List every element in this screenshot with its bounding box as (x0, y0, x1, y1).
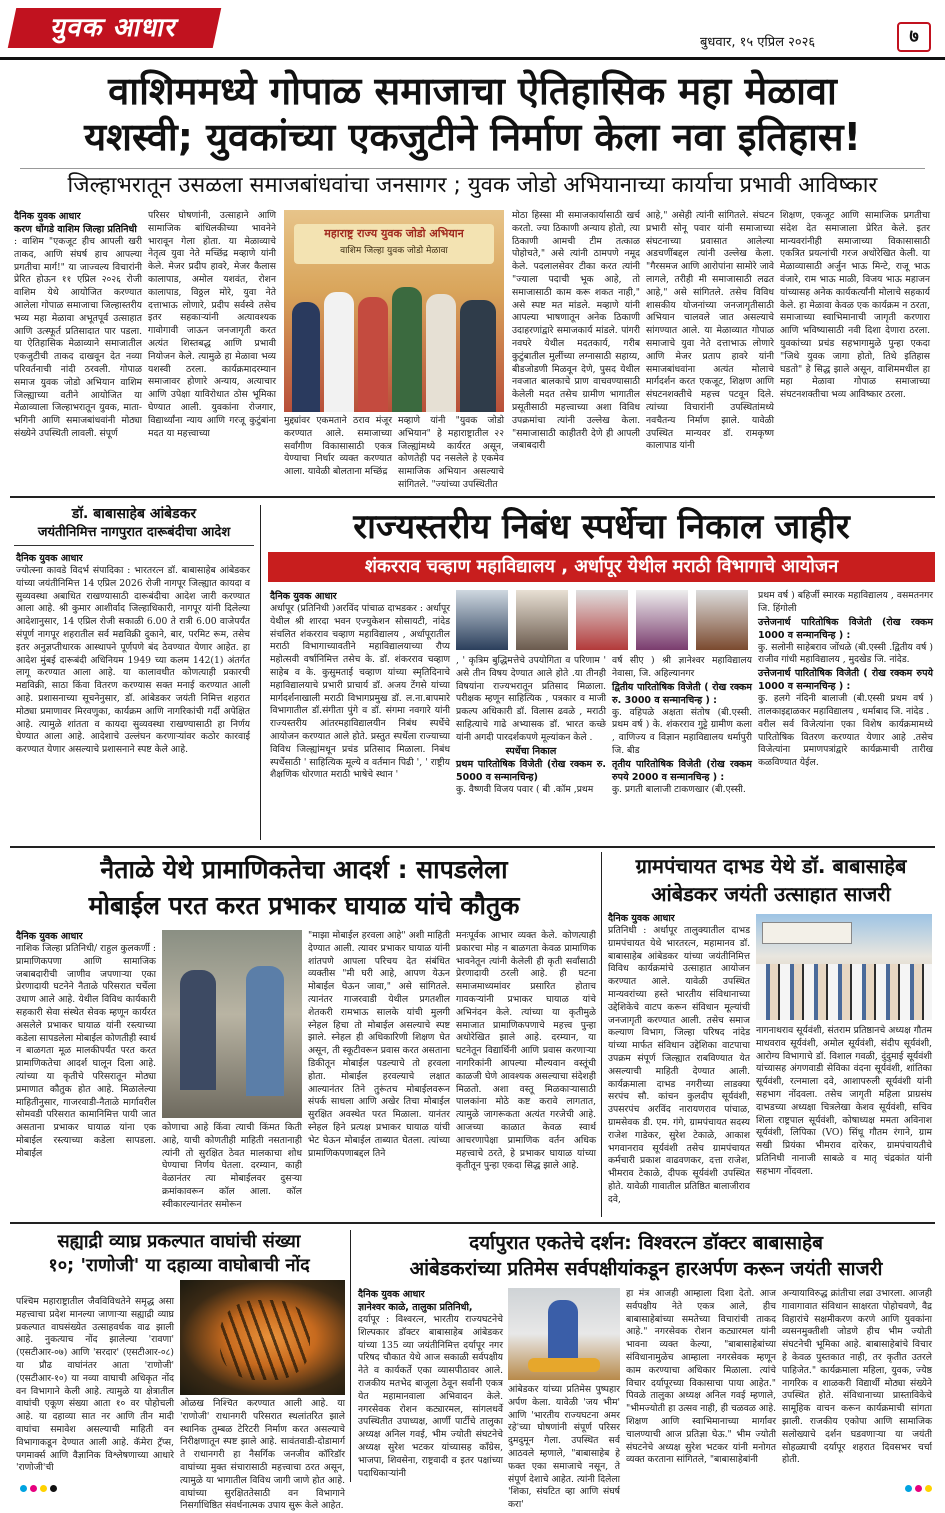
story1-subhead: जिल्हाभरातून उसळला समाजबांधवांचा जनसागर ; युवक जोडो अभियानाच्या कार्याचा प्रभावी आविष्कार (20, 168, 925, 201)
story4-column-4: मनःपूर्वक आभार व्यक्त केले. कोणत्याही प्रकारचा मोह न बाळगता केवळ प्रामाणिक भावनेतून त्यांनी केलेली ही कृती सर्वांसाठी प्रेरणादायी ठरली आहे. ही घटना समाजमाध्यमांवर प्रसारित होताच गावकऱ्यांनी प्रभाकर घायाळ यांचे अभिनंदन केले. त्यांच्या या कृतीमुळे समाजात प्रामाणिकपणाचे महत्त्व पुन्हा अधोरेखित झाले आहे. दरम्यान, या घटनेतून विद्यार्थिनी आणि प्रवास करणाऱ्या नागरिकांनी आपल्या मौल्यवान वस्तूंची काळजी घेणे आवश्यक असल्याचा संदेशही मिळतो. अशा वस्तू मिळकाऱ्यासाठी पालकांना मोठे कष्ट करावे लागतात, त्यामुळे जागरूकता अत्यंत गरजेची आहे. आजच्या काळात केवळ स्वार्थ आचरणापेक्षा प्रामाणिक वर्तन अधिक महत्त्वाचे ठरते, हे प्रभाकर घायाळ यांच्या कृतीतून पुन्हा एकदा सिद्ध झाले आहे. (456, 930, 596, 1172)
story3-closing-text: वरील सर्व विजेत्यांना एका विशेष कार्यक्रमामध्ये पारितोषिक वितरण करण्यात येणार आहे .तसेच विजेत्यांना प्रमाणपत्रांद्वारे कार्यक्रमाची तारीख कळविण्यात येईल. (758, 718, 933, 769)
tiger-photo (180, 1280, 345, 1395)
story7-dateline: दैनिक युवक आधार (358, 1289, 425, 1300)
story6-column-2: ओळख निश्चित करण्यात आली आहे. या 'राणोजी' राधानगरी परिसरात स्थलांतरित झाले स्थानिक तुम्बळ टेरिटरी निर्माण करत असल्याचे निरीक्षणातून स्पष्ट झाले आहे. सावंतवाडी-दोडामार्ग ते राधानगरी हा नैसर्गिक जनजीव कॉरिडॉर वाघांच्या मुक्त संचारासाठी महत्त्वाचा ठरत असून, त्यामुळे या भागातील विविध जागी जाणे होत आहे. वाघांच्या सुरक्षिततेसाठी वन विभागाने निसर्गाधिष्ठित संवर्धनात्मक उपाय सुरू केले आहेत. (180, 1398, 345, 1512)
story7-column-4: अन्यायाविरुद्ध क्रांतीचा लढा उभारला. आजही गावागावात संविधान साक्षरता पोहोचवणे, वैद्र विहारांचे सक्षमीकरण करणे आणि युवकांना व्यसनमुक्तीशी जोडणे हीच भीम ज्योती संघटनेची भूमिका आहे. बाबासाहेबांचे विचार हे केवळ पुस्तकात नाही, तर कृतीत उतरले पाहिजेत." कार्यक्रमाला महिला, युवक, ज्येष्ठ नागरिक व शाळकरी विद्यार्थी मोठ्या संख्येने उपस्थित होते. संविधानाच्या प्रास्ताविकेचे सामूहिक वाचन करून कार्यक्रमाची सांगता झाली. राजकीय एकोपा आणि सामाजिक सलोख्याचे दर्शन घडवणाऱ्या या जयंती सोहळ्याची दर्यापूर शहरात दिवसभर चर्चा होती. (782, 1288, 932, 1466)
story5-col1-text: प्रतिनिधी : अर्धापूर तालुक्यातील दाभड ग्रामपंचायत येथे भारतरत्न, महामानव डॉ. बाबासाहेब आंबेडकर यांच्या जयंतीनिमित्त विविध कार्यक्रमांचे उत्साहात आयोजन करण्यात आले. यावेळी उपस्थित मान्यवरांच्या हस्ते भारतीय संविधानाच्या उद्देशिकेचे वाटप करून संविधान मूल्यांची जनजागृती करण्यात आली. तसेच समाज कल्याण विभाग, जिल्हा परिषद नांदेड यांच्या मार्फत संविधान उद्देशिका वाटपाचा उपक्रम संपूर्ण जिल्ह्यात राबविण्यात येत असल्याची माहिती देण्यात आली. कार्यक्रमाला दाभड नगरीच्या लाडक्या सरपंच सौ. कांचन कुलदीप सूर्यवंशी, उपसरपंच अरविंद नारायणराव पांचाळ, ग्रामसेवक डी. एम. गंगे, ग्रामपंचायत सदस्य राजेश गाडेकर, सुरेश टेकाळे, आकाश भगवानराव सूर्यवंशी तसेच ग्रामपंचायत कर्मचारी प्रकाश वाढवणकर, दत्ता राजेश, भीमराव टेकाळे, दीपक सूर्यवंशी उपस्थित होते. यावेळी गावातील प्रतिष्ठित बालाजीराव दवे, (608, 925, 750, 1205)
story2-body (16, 552, 250, 837)
story3-dateline: दैनिक युवक आधार (270, 591, 337, 602)
story7-headline-line2: आंबेडकरांच्या प्रतिमेस सर्वपक्षीयांकडून हारअर्पण करून जयंती साजरी (409, 1258, 883, 1280)
story1-column-5: मोठा हिस्सा मी समाजकार्यासाठी खर्च करतो. ज्या ठिकाणी अन्याय होतो, त्या ठिकाणी आमची टीम तत्काळ पोहोचते," असे त्यांनी ठामपणे नमूद केले. पदलालसेवर टीका करत त्यांनी "ज्याला पदाची भूक आहे, तो समाजासाठी काम करू शकत नाही," असे स्पष्ट मत मांडले. मव्हाणे यांनी आपल्या भाषणातून अनेक ठिकाणी उदाहरणांद्वारे समाजकार्य मांडले. पांगरी नवघरे येथील मदतकार्य, गरीब कुटुंबातील मुलींच्या लग्नासाठी सहाय्य, बीडजोडणी मिळवून देणे, पुसद येथील नवजात बालकाचे प्राण वाचवण्यासाठी केलेली मदत तसेच ग्रामीण भागातील प्रसूतीसाठी महत्त्वाच्या अशा विविध उपक्रमांचा त्यांनी उल्लेख केला. "समाजासाठी काहीतरी देणे ही आपली जबाबदारी (512, 210, 640, 452)
story3-column-4 (758, 590, 933, 840)
newspaper-logo: युवक आधार (8, 8, 222, 48)
story1-byline: करण धोंगडे वाशिम जिल्हा प्रतिनिधी (14, 224, 137, 235)
banner-text-1: महाराष्ट्र राज्य युवक जोडो अभियान (324, 227, 464, 240)
story1-column-2: परिसर घोषणांनी, उत्साहाने आणि सामाजिक बांधिलकीच्या भावनेने भारावून गेला होता. या मेळाव्याचे नेतृत्व युवा नेते मच्छिंद्र मव्हाणे यांनी केले. मेजर प्रदीप हावरे, मेजर कैलास कालापाड, अमोल यशवंत, रोशन कालापाड, विठ्ठल मोरे, युवा नेते दत्ताभाऊ लोणारे, प्रदीप सर्वस्वे तसेच इतर सहकाऱ्यांनी अत्यावश्यक गावोगावी जाऊन जनजागृती करत अत्यंत शिस्तबद्ध आणि प्रभावी नियोजन केले. त्यामुळे हा मेळावा भव्य यशस्वी ठरला. कार्यक्रमादरम्यान समाजावर होणारे अन्याय, अत्याचार आणि उपेक्षा याविरोधात ठोस भूमिका घेण्यात आली. युवकांना रोजगार, विद्यार्थ्यांना न्याय आणि गरजू कुटुंबांना मदत या महत्त्वाच्या (148, 210, 276, 439)
story2-dateline: दैनिक युवक आधार (16, 553, 83, 564)
story1-dateline: दैनिक युवक आधार (14, 211, 81, 222)
story4-photo (162, 930, 302, 1118)
column-divider (601, 852, 602, 1217)
story6-headline-line1: सह्याद्री व्याघ्र प्रकल्पात वाघांची संख्या (57, 1231, 301, 1252)
third-prize-label: तृतीय पारितोषिक विजेती (रोख रक्कम रुपये 2000 व सन्मानचिन्ह ) : (612, 758, 752, 783)
story1-column-1 (14, 210, 142, 485)
story7-column-3: हा मंत्र आजही आम्हाला दिशा देतो. आज सर्वपक्षीय नेते एकत्र आले, हीच बाबासाहेबांच्या समतेच्या विचारांची ताकद आहे." नगरसेवक रोशन कट्यारमल यांनी भावना व्यक्त केल्या, "बाबासाहेबांच्या संविधानामुळेच आम्हाला नगरसेवक म्हणून काम करण्याचा अधिकार मिळाला. त्यांचे विचार दर्यापूरच्या विकासाचा पाया आहेत." पिवळे तालुका अध्यक्ष अनिल गवई म्हणाले, "भीमज्योती हा उत्सव नाही, ही चळवळ आहे. शिक्षण आणि स्वाभिमानाच्या मार्गावर चालण्याची आज प्रतिज्ञा घेऊ." भीम ज्योती संघटनेचे अध्यक्ष सुरेश भटकर यांनी मनोगत व्यक्त करताना सांगितले, "बाबासाहेबांनी (626, 1288, 776, 1466)
story5-group-photo (756, 914, 932, 1020)
story5-headline-line2: आंबेडकर जयंती उत्साहात साजरी (651, 882, 891, 906)
winner-photo-5 (696, 590, 748, 650)
story5-dateline: दैनिक युवक आधार (608, 913, 675, 924)
story2-headline-line2: जयंतीनिमित्त नागपुरात दारूबंदीचा आदेश (14, 524, 254, 546)
story2-body-text: ज्योत्स्ना कावडे विदर्भ संपादिका : भारतरत्न डॉ. बाबासाहेब आंबेडकर यांच्या जयंतीनिमित्त 14 एप्रिल 2026 रोजी नागपूर जिल्ह्यात कायदा व सुव्यवस्था अबाधित राखण्यासाठी दारूबंदीचा आदेश जारी करण्यात आला आहे. श्री कुमार आशीर्वाद जिल्हाधिकारी, नागपूर यांनी दिलेल्या आदेशानुसार, 14 एप्रिल रोजी सकाळी 6.00 ते रात्री 6.00 वाजेपर्यंत संपूर्ण नागपूर शहरातील सर्व मद्यविक्री दुकाने, बार, परमिट रूम, तसेच इतर अनुज्ञप्तीधारक आस्थापने पूर्णपणे बंद ठेवण्यात येणार आहेत. हा आदेश मुंबई दारूबंदी अधिनियम 1949 च्या कलम 142(1) अंतर्गत लागू करण्यात आला आहे. या कालावधीत कोणत्याही प्रकारची मद्यविक्री, साठा किंवा वितरण करण्यास सक्त मनाई करण्यात आली आहे. प्रशासनाच्या सूचनेनुसार, डॉ. आंबेडकर जयंती निमित्त शहरात मोठ्या प्रमाणावर मिरवणुका, कार्यक्रम आणि नागरिकांची गर्दी अपेक्षित आहे. त्यामुळे शांतता व कायदा सुव्यवस्था राखण्यासाठी हा निर्णय घेण्यात आला आहे. आदेशाचे उल्लंघन करणाऱ्यांवर कठोर कारवाई करण्यात येणार असल्याचे प्रशासनाने स्पष्ट केले आहे. (16, 565, 250, 756)
first-prize-winner: कु. वैष्णवी विजय पवार ( बी .कॉम ,प्रथम (456, 783, 594, 795)
third-prize-winner: कु. प्रगती बालाजी टाकणखार (बी.एस्सी. (612, 783, 746, 795)
consolation-prize-1-label: उत्तेजनार्थ पारितोषिक विजेती (रोख रक्कम 1000 व सन्मानचिन्ह ) : (758, 616, 933, 641)
story1-headline-line2: यशस्वी; युवकांच्या एकजुटीने निर्माण केला नवा इतिहास! (84, 115, 861, 159)
issue-date: बुधवार, १५ एप्रिल २०२६ (700, 35, 816, 50)
story7-byline: ज्ञानेश्वर काळे, तालुका प्रतिनिधी, (358, 1302, 473, 1313)
story3-headline: राज्यस्तरीय निबंध स्पर्धेचा निकाल जाहीर (353, 507, 850, 547)
results-heading: स्पर्धेचा निकाल (505, 745, 557, 757)
story1-body-1: : वाशिम "एकजूट हीच आपली खरी ताकद, आणि संघर्ष हाच आपल्या प्रगतीचा मार्ग!" या जाज्वल्य विचारांनी प्रेरित होऊन ११ एप्रिल २०२६ रोजी वाशिम येथे आयोजित करण्यात आलेला गोपाळ समाजाचा जिल्हास्तरीय भव्य महा मेळावा अभूतपूर्व उत्साहात आणि उत्स्फूर्त प्रतिसादात पार पडला. या ऐतिहासिक मेळाव्याने समाजातील एकजुटीची ताकद दाखवून देत नव्या परिवर्तनाची नांदी ठरवली. गोपाळ समाज युवक जोडो अभियान वाशिम जिल्ह्याच्या वतीने आयोजित या मेळाव्याला जिल्हाभरातून युवक, माता-भगिनी आणि समाजबांधवांनी मोठ्या संख्येने उपस्थिती लावली. संपूर्ण (14, 236, 142, 439)
story3-banner: शंकरराव चव्हाण महाविद्यालय , अर्धापूर येथील मराठी विभागाचे आयोजन (268, 552, 935, 582)
story1-event-photo (284, 210, 504, 412)
story6-column-1: पश्चिम महाराष्ट्रातील जैवविविधतेने समृद्ध असा महत्त्वाचा प्रदेश मानल्या जाणाऱ्या सह्याद्री व्याघ्र प्रकल्पात वाघसंख्येत उत्साहवर्धक वाढ झाली आहे. नुकत्याच नोंद झालेल्या 'रावणा' (एसटीआर-०७) आणि 'सरदार' (एसटीआर-०८) या प्रौढ वाघांनंतर आता 'राणोजी' (एसटीआर-१०) या नव्या वाघाची अधिकृत नोंद वन विभागाने केली आहे. त्यामुळे या क्षेत्रातील वाघांची एकूण संख्या आता १० वर पोहोचली आहे. या दहाव्या सात नर आणि तीन मादी वाघांचा समावेश असल्याची माहिती वन विभागाकडून देण्यात आली आहे. कॅमेरा ट्रॅप्स, पगमार्क्स आणि वैज्ञानिक विश्लेषणाच्या आधारे 'राणोजी'ची (16, 1296, 174, 1474)
consolation-prize-1-winner: कु. सलोनी साहेबराव जोंधळे (बी.एस्सी .द्वितीय वर्ष ) राजीव गांधी महाविद्यालय , मुदखेड जि. नांदेड. (758, 641, 933, 666)
story5-column-1 (608, 912, 750, 1217)
story7-col1-text: दर्यापूर : विश्वरत्न, भारतीय राज्यघटनेचे शिल्पकार डॉक्टर बाबासाहेब आंबेडकर यांच्या 135 व्या जयंतीनिमित्त दर्यापूर नगर परिषद चौकात येथे आज सकाळी सर्वपक्षीय नेते व कार्यकर्ते एका व्यासपीठावर आले. राजकीय मतभेद बाजूला ठेवून सर्वांनी एकत्र येत महामानवाला अभिवादन केले. नगरसेवक रोशन कट्यारमल, सांगलधर्वे उपस्थितीत उपाध्यक्ष, आर्णी पार्टीचे तालुका अध्यक्ष अनिल गवई, भीम ज्योती संघटनेचे अध्यक्ष सुरेश भटकर यांच्यासह काँग्रेस, भाजपा, शिवसेना, राष्ट्रवादी व इतर पक्षांच्या पदाधिकाऱ्यांनी (358, 1314, 503, 1479)
story1-column-4: मव्हाणे यांनी "युवक जोडो अभियान" हे महाराष्ट्रातील २२ जिल्ह्यांमध्ये कार्यरत असून, कोणतेही पद नसलेले हे एकमेव सामाजिक अभियान असल्याचे सांगितले. "ज्यांच्या उपस्थितीत (398, 415, 504, 490)
story4-dateline: दैनिक युवक आधार (16, 931, 83, 942)
winner-photo-4 (636, 590, 688, 650)
story3-col1-text: अर्धापूर (प्रतिनिधी )अरविंद पांचाळ दाभडकर : अर्धापूर येथील श्री शारदा भवन एज्युकेशन सोसायटी, नांदेड संचलित शंकरराव चव्हाण महाविद्यालय , अर्धापूरातील मराठी विभागाच्यावतीने महाविद्यालयाच्या रौप्य महोत्सवी वर्षानिमित्त तसेच के. डॉ. शंकरराव चव्हाण साहेब व के. कुसुमताई चव्हाण यांच्या स्मृतिदिनाचे महाविद्यालयाचे प्रभारी प्राचार्य डॉ. अजय टेंगसे यांच्या मार्गदर्शनाखाली मराठी विभागप्रमुख डॉ. ल.ना.बापमारे विभागातील डॉ.संगीता पुंगे व डॉ. संगमा नवगारे यांनी राज्यस्तरीय आंतरमहाविद्यालयीन निबंध स्पर्धेचे आयोजन करण्यात आले होते. प्रस्तुत स्पर्धेला राज्याच्या विविध जिल्ह्यांमधून प्रचंड प्रतिसाद मिळाला. निबंध स्पर्धेसाठी ' साहित्यिक मूल्ये व वर्तमान पिढी ', ' राष्ट्रीय शैक्षणिक धोरणात मराठी भाषेचे स्थान ' (270, 603, 450, 781)
column-divider (260, 505, 261, 840)
story1-column-3: मुद्द्यांवर एकमताने ठराव मंजूर करण्यात आले. समाजाच्या सर्वांगीण विकासासाठी एकत्र येण्याचा निर्धार व्यक्त करण्यात आला. यावेळी बोलताना मच्छिंद्र (284, 415, 392, 478)
story4-column-2: कोणाचा आहे किंवा त्याची किंमत किती आहे, याची कोणतीही माहिती नसतानाही त्यांनी तो सुरक्षित ठेवत मालकाचा शोध घेण्याचा निर्णय घेतला. दरम्यान, काही वेळानंतर त्या मोबाईलवर दुसऱ्या क्रमांकावरून कॉल आला. कॉल स्वीकारल्यानंतर समोरून (162, 1122, 302, 1210)
winner-photo-3 (576, 590, 628, 650)
story7-column-1 (358, 1288, 503, 1483)
page-number: ७ (897, 22, 931, 52)
story4-column-1 (16, 930, 156, 1215)
story4-headline-line2: मोबाईल परत करत प्रभाकर घायाळ यांचे कौतुक (88, 891, 520, 920)
story4-col1-text: नाशिक जिल्हा प्रतिनिधी/ राहुल कुलकर्णी : प्रामाणिकपणा आणि सामाजिक जबाबदारीची जाणीव जपणाऱ्या एका प्रेरणादायी घटनेने नैताळे परिसरात चर्चेला उधाण आले आहे. येथील विविध कार्यकारी सहकारी सेवा संस्थेत सेवक म्हणून कार्यरत असलेले प्रभाकर घायाळ यांनी रस्त्याच्या कडेला सापडलेला मोबाईल कोणतीही स्वार्थ न बाळगता मूळ मालकीपर्यंत परत करत प्रामाणिकतेचा आदर्श घालून दिला आहे. त्यांच्या या कृतीचे परिसरातून मोठ्या प्रमाणात कौतुक होत आहे. मिळालेल्या माहितीनुसार, गाजरवाडी-नैताळे मार्गावरील सोमवडी परिसरात कामानिमित्त पायी जात असताना प्रभाकर घायाळ यांना एक मोबाईल रस्त्याच्या कडेला सापडला. मोबाईल (16, 943, 156, 1159)
divider (10, 1222, 935, 1224)
second-prize-label: द्वितीय पारितोषिक विजेती ( रोख रक्कम रु. 3000 व सन्मानचिन्ह ) : (612, 681, 752, 706)
story5-column-2: नागनाथराव सूर्यवंशी, संतराम प्रतिष्ठानचे अध्यक्ष गौतम माधवराव सूर्यवंशी, अमोल सूर्यवंशी, संदीप सूर्यवंशी, आरोग्य विभागाचे डॉ. विशाल गवळी, दुंदुमाई सूर्यवंशी यांच्यासह अंगणवाडी सेविका वंदना सूर्यवंशी, शांतिका सूर्यवंशी, रत्नमाला दवे, आशापरुली सूर्यवंशी यांनी सहभाग नोंदवला. तसेच जागृती महिला प्राग्रसंघ दाभडच्या अध्यक्षा चित्रलेखा केशव सूर्यवंशी, सचिव शिला राष्ट्रपाल सूर्यवंशी, कोषाध्यक्ष ममता अविनाश सूर्यवंशी, लिपिका (VO) सिंधू गौतम रंगाने, ग्राम सखी प्रियंका भीमराव दारेकर, ग्रामपंचायतीचे प्रतिनिधी नानाजी साबळे व मातृ चंद्रकांत यांनी सहभाग नोंदवला. (756, 1025, 932, 1177)
first-prize-label: प्रथम पारितोषिक विजेती (रोख रक्कम रु. 5000 व सन्मानचिन्ह) (456, 758, 606, 783)
story1-headline-line1: वाशिममध्ये गोपाळ समाजाचा ऐतिहासिक महा मेळावा (108, 69, 837, 113)
story3-col2-text: , ' कृत्रिम बुद्धिमत्तेचे उपयोगिता व परिणाम ' असे तीन विषय देण्यात आले होते .या तीनही विषयांना राज्यभरातून प्रतिसाद मिळाला. परीक्षक म्हणून साहित्यिक , पत्रकार व माजी प्रकल्प अधिकारी डॉ. विलास ढवळे , मराठी साहित्याचे गाढे अभ्यासक डॉ. भारत कच्छे यांनी अगदी पारदर्शकपणे मूल्यांकन केले . (456, 655, 606, 743)
registration-marks (0, 1485, 945, 1495)
story4-headline-line1: नैताळे येथे प्रामाणिकतेचा आदर्श : सापडलेला (100, 855, 508, 884)
story4-column-3: "माझा मोबाईल हरवला आहे" अशी माहिती देण्यात आली. त्यावर प्रभाकर घायाळ यांनी शांतपणे आपला परिचय देत संबंधित व्यक्तीस "मी घरी आहे, आपण येऊन मोबाईल घेऊन जावा," असे सांगितले. त्यानंतर गाजरवाडी येथील प्रगतशील शेतकरी रामभाऊ सालके यांची मुलगी स्नेहल हिचा तो मोबाईल असल्याचे स्पष्ट झाले. स्नेहल ही अधिकारिणी शिक्षण घेत असून, ती स्कूटीवरून प्रवास करत असताना डिकीतून मोबाईल पडल्याचे तो हरवला होता. मोबाईल हरवल्याचे लक्षात आल्यानंतर तिने तुरूंतच मोबाईलवरून संपर्क साधला आणि अखेर तिचा मोबाईल सुरक्षित अवस्थेत परत मिळाला. यानंतर स्नेहल हिने प्रत्यक्ष प्रभाकर घायाळ यांची भेट घेऊन मोबाईल ताब्यात घेतला. त्यांच्या प्रामाणिकपणाबद्दल तिने (308, 930, 450, 1159)
story7-column-2: आंबेडकर यांच्या प्रतिमेस पुष्पहार अर्पण केला. यावेळी 'जय भीम' आणि 'भारतीय राज्यघटना अमर रहे'च्या घोषणांनी संपूर्ण परिसर दुमदुमून गेला. उपस्थित सर्व आठवले म्हणाले, "बाबासाहेब हे फक्त एका समाजाचे नसून, ते संपूर्ण देशाचे आहेत. त्यांनी दिलेला 'शिका, संघटित व्हा आणि संघर्ष करा' (508, 1384, 620, 1511)
divider (10, 846, 935, 848)
banner-text-2: वाशिम जिल्हा युवक जोडो मेळावा (340, 246, 448, 256)
consolation-prize-2-winner: कु. हलगे नंदिनी बालाजी (बी.एस्सी प्रथम वर्ष ) तालकाइद्दाळकर महाविद्यालय , धर्माबाद जि. नांदेड . (758, 693, 933, 717)
story2-headline-line1: डॉ. बाबासाहेब आंबेडकर (71, 506, 197, 522)
story3-column-2 (456, 655, 606, 840)
divider (10, 496, 935, 498)
masthead (0, 0, 945, 60)
column-divider (350, 1230, 351, 1482)
winner-photo-2 (516, 590, 568, 650)
story5-headline-line1: ग्रामपंचायत दाभड येथे डॉ. बाबासाहेब (635, 854, 907, 878)
story7-statue-photo (508, 1288, 620, 1380)
story1-column-7: शिक्षण, एकजूट आणि सामाजिक प्रगतीचा संदेश देत समाजाला प्रेरित केले. इतर मान्यवरांनीही समाजाच्या विकासासाठी एकत्रित प्रयत्नांची गरज अधोरेखित केली. या मेळाव्यासाठी अर्जुन भाऊ मिन्टे, राजू भाऊ वंजारे, राम भाऊ माळी, विजय भाऊ महाजन यांच्यासह अनेक कार्यकर्त्यांनी मोलाचे सहकार्य केले. हा मेळावा केवळ एक कार्यक्रम न ठरता, समाजाच्या स्वाभिमानाची जागृती करणारा आणि भविष्यासाठी नवी दिशा देणारा ठरला. युवकांच्या प्रचंड सहभागामुळे पुन्हा एकदा "जिथे युवक जागा होतो, तिथे इतिहास घडतो" हे सिद्ध झाले असून, वाशिममधील हा महा मेळावा गोपाळ समाजाच्या संघटनशक्तीचा भव्य आविष्कार ठरला. (780, 210, 930, 401)
story3-column-1 (270, 590, 450, 840)
story7-headline-line1: दर्यापुरात एकतेचे दर्शन: विश्वरत्न डॉक्टर बाबासाहेब (469, 1232, 823, 1254)
story3-column-3 (612, 655, 752, 840)
second-prize-winner: कु. वहिपळे अक्षता संतोष (बी.एस्सी. प्रथम वर्ष ) के. शंकरराव गुट्टे ग्रामीण कला , वाणिज्य व विज्ञान महाविद्यालय धर्मापुरी जि. बीड (612, 706, 752, 756)
winner-photo-1 (456, 590, 508, 650)
consolation-prize-2-label: उत्तेजनार्थ पारितोषिक विजेती ( रोख रक्कम रुपये 1000 व सन्मानचिन्ह ) : (758, 668, 933, 693)
story3-col3-text: वर्ष सीए ) श्री ज्ञानेश्वर महाविद्यालय नेवासा, जि. अहिल्यानगर (612, 655, 752, 679)
story1-column-6: आहे," असेही त्यांनी सांगितले. संघटन प्रभारी सोनू पवार यांनी समाजाच्या संघटनाच्या प्रवासात आलेल्या अडचणींबद्दल त्यांनी उल्लेख केला. "गैरसमज आणि आरोपांना सामोरे जावे लागले, तरीही मी समाजासाठी लढत आहे," असे सांगितले. तसेच विविध शासकीय योजनांच्या जनजागृतीसाठी अभियान चालवले जात असल्याचे सांगण्यात आले. या मेळाव्यात गोपाळ समाजाचे युवा नेते दत्ताभाऊ लोणारे आणि मेजर प्रताप हावरे यांनी समाजबांधवांना अत्यंत मोलाचे मार्गदर्शन करत एकजूट, शिक्षण आणि संघटनशक्तीचे महत्त्व पटवून दिले. त्यांच्या विचारांनी उपस्थितांमध्ये नवचैतन्य निर्माण झाले. यावेळी उपस्थित मान्यवर डॉ. रामकृष्ण कालापाड यांनी (646, 210, 774, 452)
story6-headline-line2: १०; 'राणोजी' या दहाव्या वाघोबाची नोंद (48, 1255, 310, 1276)
story3-col4-text: प्रथम वर्ष ) बहिर्जी स्मारक महाविद्यालय , वसमतनगर जि. हिंगोली (758, 590, 933, 614)
